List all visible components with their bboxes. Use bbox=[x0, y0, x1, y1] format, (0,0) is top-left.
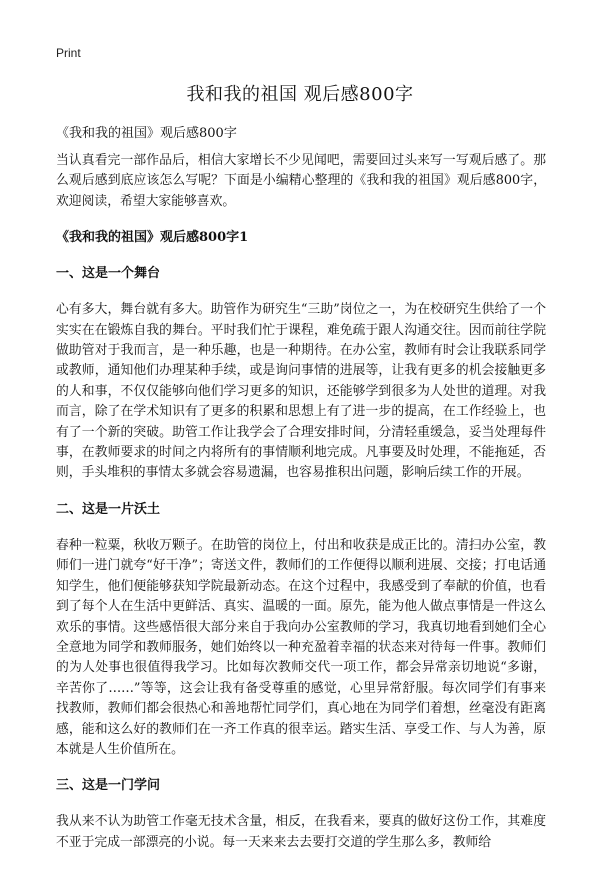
intro-paragraph: 当认真看完一部作品后，相信大家增长不少见闻吧，需要回过头来写一写观后感了。那么观后感到底应该怎么写呢？下面是小编精心整理的《我和我的祖国》观后感800字，欢迎阅读，希望大家能够喜欢。 bbox=[56, 153, 546, 209]
essay-title: 《我和我的祖国》观后感800字1 bbox=[56, 230, 249, 246]
print-link[interactable]: Print bbox=[56, 46, 81, 60]
section-heading-3: 三、这是一门学问 bbox=[56, 778, 161, 794]
section-body-1: 心有多大，舞台就有多大。助管作为研究生“三助”岗位之一，为在校研究生供给了一个实实在在锻炼自我的舞台。平时我们忙于课程，难免疏于跟人沟通交往。因而前往学院做助管对于我而言，是一种乐趣，也是一种期待。在办公室，教师有时会让我联系同学或教师，通知他们办理某种手续，或是询问事情的进展等，让我有更多的机会接触更多的人和事，不仅仅能够向他们学习更多的知识，还能够学到很多为人处世的道理。对我而言，除了在学术知识有了更多的积累和思想上有了进一步的提高，在工作经验上，也有了一个新的突破。助管工作让我学会了合理安排时间，分清轻重缓急，妥当处理每件事，在教师要求的时间之内将所有的事情顺利地完成。凡事要及时处理，不能拖延，否则，手头堆积的事情太多就会容易遗漏，也容易推积出问题，影响后续工作的开展。 bbox=[56, 302, 546, 481]
document-subtitle: 《我和我的祖国》观后感800字 bbox=[56, 126, 237, 141]
section-body-2: 春种一粒粟，秋收万颗子。在助管的岗位上，付出和收获是成正比的。清扫办公室，教师们一进门就夸“好干净”；寄送文件，教师们的工作便得以顺利进展、交接；打电话通知学生，他们便能够获知学院最新动态。在这个过程中，我感受到了奉献的价值，也看到了每个人在生活中更鲜活、真实、温暖的一面。原先，能为他人做点事情是一件这么欢乐的事情。这些感悟很大部分来自于我向办公室教师的学习，我真切地看到她们全心全意地为同学和教师服务，她们始终以一种充盈着幸福的状态来对待每一件事。教师们的为人处事也很值得我学习。比如每次教师交代一项工作，都会异常亲切地说“多谢，辛苦你了……”等等，这会让我有备受尊重的感觉，心里异常舒服。每次同学们有事来找教师，教师们都会很热心和善地帮忙同学们，真心地在为同学们着想，丝毫没有距离感，能和这么好的教师们在一齐工作真的很幸运。踏实生活、享受工作、与人为善，原本就是人生价值所在。 bbox=[56, 537, 546, 757]
page-title: 我和我的祖国 观后感800字 bbox=[186, 84, 414, 105]
document-content bbox=[56, 151, 546, 869]
section-body-3: 我从来不认为助管工作毫无技术含量，相反，在我看来，要真的做好这份工作，其难度不亚于完成一部漂亮的小说。每一天来来去去要打交道的学生那么多，教师给 bbox=[56, 814, 546, 850]
section-heading-2: 二、这是一片沃土 bbox=[56, 501, 161, 517]
section-heading-1: 一、这是一个舞台 bbox=[56, 266, 161, 282]
